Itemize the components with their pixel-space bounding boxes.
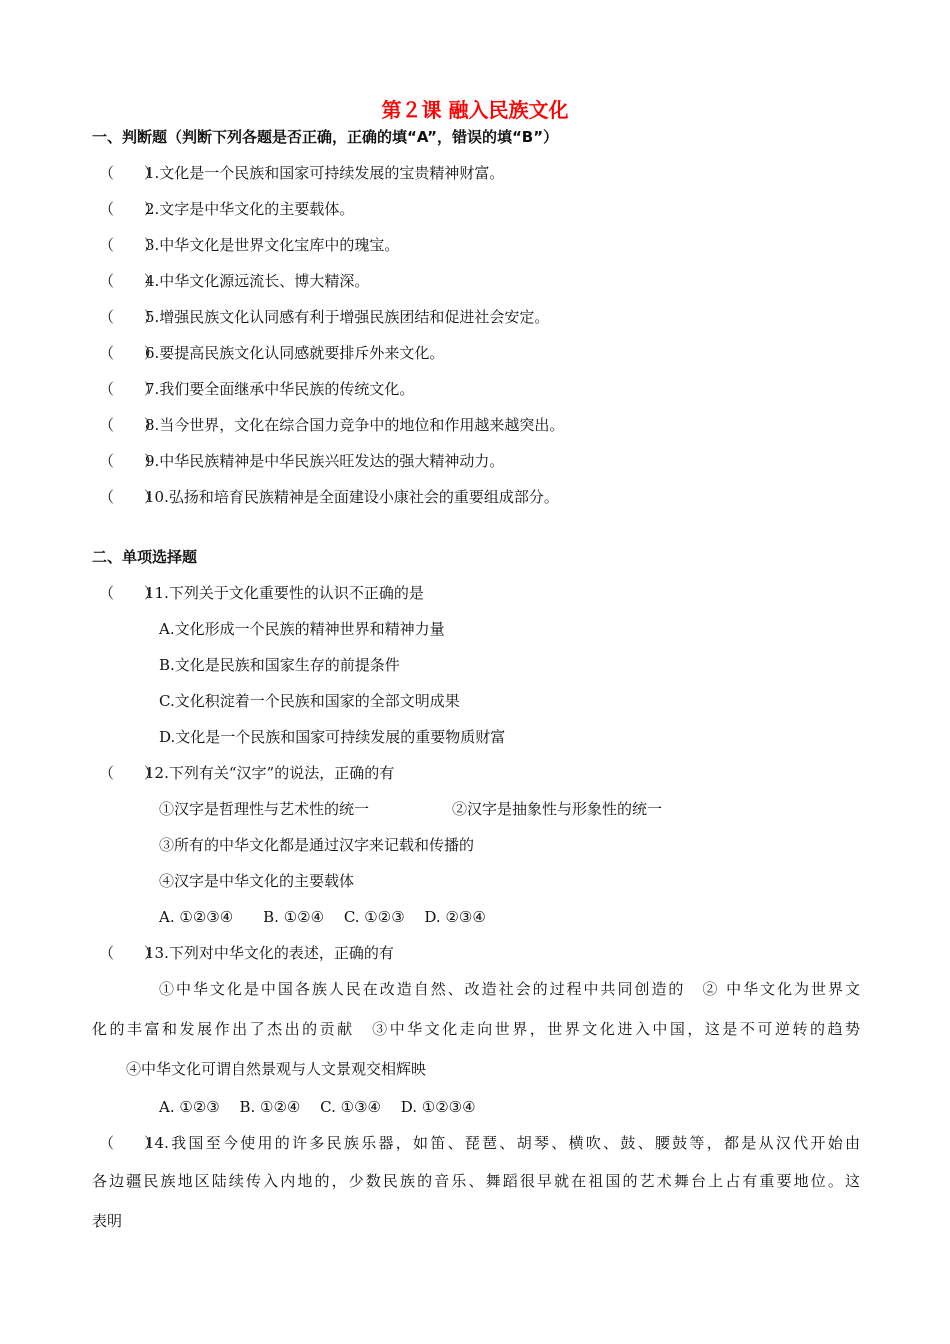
section-1-heading: 一、判断题（判断下列各题是否正确，正确的填“A”，错误的填“B”） <box>92 128 559 146</box>
statement: ②汉字是抽象性与形象性的统一 <box>452 800 663 818</box>
question-stem: 12.下列有关“汉字”的说法，正确的有 <box>145 764 395 782</box>
question-stem: 13.下列对中华文化的表述，正确的有 <box>145 944 394 962</box>
answer-blank[interactable]: （ ） <box>99 236 160 254</box>
answer-blank[interactable]: （ ） <box>99 416 160 434</box>
section-2-heading: 二、单项选择题 <box>92 548 198 566</box>
tf-item-text: 10.弘扬和培育民族精神是全面建设小康社会的重要组成部分。 <box>145 488 559 506</box>
statement: ①汉字是哲理性与艺术性的统一 <box>159 800 370 818</box>
tf-item-text: 8.当今世界，文化在综合国力竞争中的地位和作用越来越突出。 <box>145 416 565 434</box>
question-stem: 14.我国至今使用的许多民族乐器，如笛、琵琶、胡琴、横吹、鼓、腰鼓等，都是从汉代开始由 <box>145 1134 860 1152</box>
tf-item-text: 7.我们要全面继承中华民族的传统文化。 <box>145 380 415 398</box>
page-title: 第２课 融入民族文化 <box>381 98 569 122</box>
answer-blank[interactable]: （ ） <box>99 308 160 326</box>
answer-blank[interactable]: （ ） <box>99 1134 160 1152</box>
tf-item-text: 2.文字是中华文化的主要载体。 <box>145 200 355 218</box>
q13-statements-line-3: ④中华文化可谓自然景观与人文景观交相辉映 <box>126 1060 427 1078</box>
statement: ③所有的中华文化都是通过汉字来记载和传播的 <box>159 836 475 854</box>
tf-item-text: 9.中华民族精神是中华民族兴旺发达的强大精神动力。 <box>145 452 505 470</box>
tf-item-text: 4.中华文化源远流长、博大精深。 <box>145 272 370 290</box>
answer-blank[interactable]: （ ） <box>99 764 160 782</box>
q14-stem-line-2: 各边疆民族地区陆续传入内地的，少数民族的音乐、舞蹈很早就在祖国的艺术舞台上占有重要地位。这 <box>92 1172 860 1190</box>
tf-item-text: 3.中华文化是世界文化宝库中的瑰宝。 <box>145 236 400 254</box>
answer-blank[interactable]: （ ） <box>99 272 160 290</box>
answer-blank[interactable]: （ ） <box>99 944 160 962</box>
document-page: 第２课 融入民族文化 一、判断题（判断下列各题是否正确，正确的填“A”，错误的填“B”） （ ） 1.文化是一个民族和国家可持续发展的宝贵精神财富。 （ ） 2.文字是中华文化的主要载体。 （ ） 3.中华文化是世界文化宝库中的瑰宝。 （ ） 4.中华文化源远流长、博大精深。 （ ） 5.增强民族文化认同感有利于增强民族团结和促进社会安定。 （ ） 6.要提高民族文化认同感就要排斥外来文化。 （ ） 7.我们要全面继承中华民族的传统文化。 （ ） 8.当今世界，文化在综合国力竞争中的地位和作用越来越突出。 （ ） 9.中华民族精神是中华民族兴旺发达的强大精神动力。 （ ） 10.弘扬和培育民族精神是全面建设小康社会的重要组成部分。 二、单项选择题 （ ） 11.下列关于文化重要性的认识不正确的是 A.文化形成一个民族的精神世界和精神力量 B.文化是民族和国家生存的前提条件 C.文化积淀着一个民族和国家的全部文明成果 D.文化是一个民族和国家可持续发展的重要物质财富 （ ） 12.下列有关“汉字”的说法，正确的有 ①汉字是哲理性与艺术性的统一 ②汉字是抽象性与形象性的统一 ③所有的中华文化都是通过汉字来记载和传播的 ④汉字是中华文化的主要载体 A. ①②③④ B. ①②④ C. ①②③ D. ②③④ （ ） 13.下列对中华文化的表述，正确的有 ①中华文化是中国各族人民在改造自然、改造社会的过程中共同创造的 ② 中华文化为世界文 化的丰富和发展作出了杰出的贡献 ③中华文化走向世界，世界文化进入中国，这是不可逆转的趋势 ④中华文化可谓自然景观与人文景观交相辉映 A. ①②③ B. ①②④ C. ①③④ D. ①②③④ （ ） 14.我国至今使用的许多民族乐器，如笛、琵琶、胡琴、横吹、鼓、腰鼓等，都是从汉代开始由 各边疆民族地区陆续传入内地的，少数民族的音乐、舞蹈很早就在祖国的艺术舞台上占有重要地位。这 表明 <box>0 0 950 1344</box>
tf-item-text: 6.要提高民族文化认同感就要排斥外来文化。 <box>145 344 445 362</box>
question-stem: 11.下列关于文化重要性的认识不正确的是 <box>145 584 424 602</box>
tf-item-text: 1.文化是一个民族和国家可持续发展的宝贵精神财富。 <box>145 164 505 182</box>
answer-blank[interactable]: （ ） <box>99 452 160 470</box>
answer-blank[interactable]: （ ） <box>99 488 160 506</box>
tf-item-text: 5.增强民族文化认同感有利于增强民族团结和促进社会安定。 <box>145 308 550 326</box>
answer-blank[interactable]: （ ） <box>99 344 160 362</box>
answer-blank[interactable]: （ ） <box>99 200 160 218</box>
q14-stem-line-3: 表明 <box>92 1212 123 1230</box>
answer-blank[interactable]: （ ） <box>99 164 160 182</box>
answer-blank[interactable]: （ ） <box>99 380 160 398</box>
q13-statements-line-1: ①中华文化是中国各族人民在改造自然、改造社会的过程中共同创造的 ② 中华文化为世界文 <box>159 980 860 998</box>
answer-blank[interactable]: （ ） <box>99 584 160 602</box>
q13-statements-line-2: 化的丰富和发展作出了杰出的贡献 ③中华文化走向世界，世界文化进入中国，这是不可逆转的趋势 <box>92 1020 860 1038</box>
statement: ④汉字是中华文化的主要载体 <box>159 872 355 890</box>
